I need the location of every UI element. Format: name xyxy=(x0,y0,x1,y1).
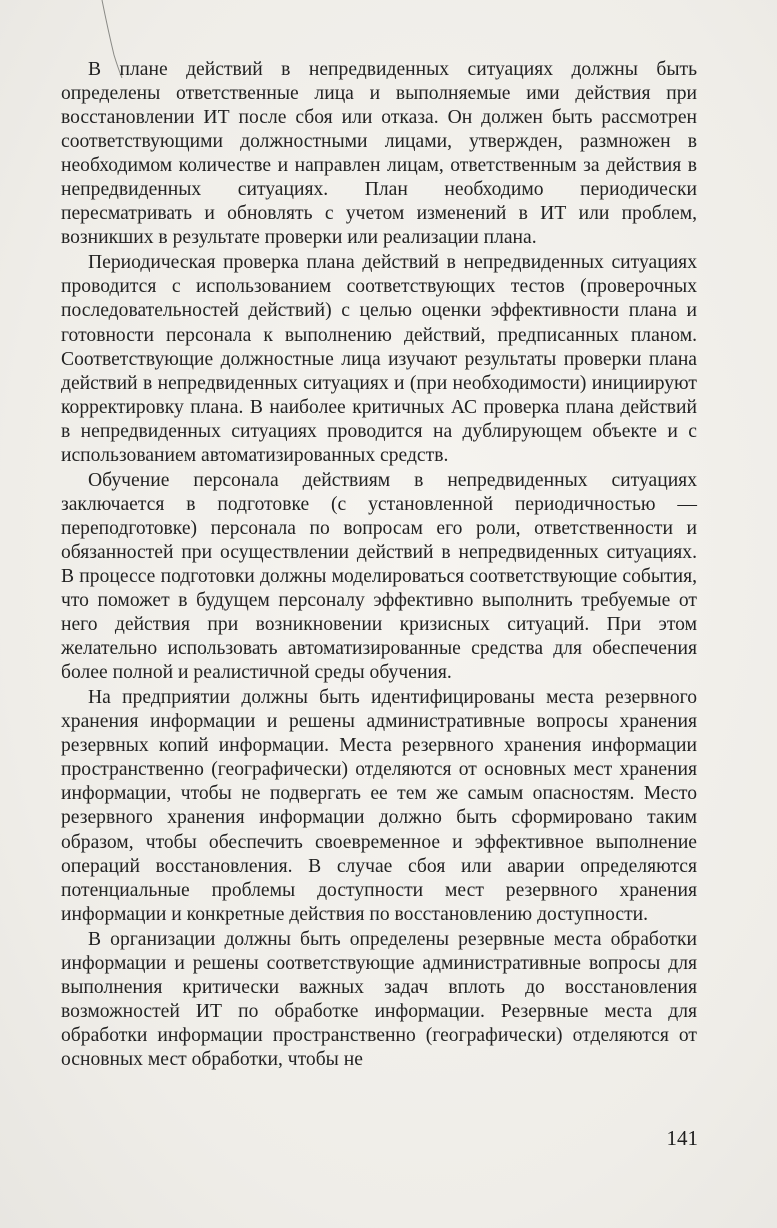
body-text xyxy=(61,58,697,1073)
paragraph-backup-processing: В организации должны быть определены резервные места обработки информации и решены соответствующие административные вопросы для выполнения критически важных задач вплоть до восстановления возможностей ИТ по обработке информации. Резервные места для обработки информации пространственно (географически) отделяются от основных мест обработки, чтобы не xyxy=(61,928,697,1070)
paragraph-staff-training: Обучение персонала действиям в непредвиденных ситуациях заключается в подготовке (с установленной периодичностью — переподготовке) персонала по вопросам его роли, ответственности и обязанностей при осуществлении действий в непредвиденных ситуациях. В процессе подготовки должны моделироваться соответствующие события, что поможет в будущем персоналу эффективно выполнить требуемые от него действия при возникновении кризисных ситуаций. При этом желательно использовать автоматизированные средства для обеспечения более полной и реалистичной среды обучения. xyxy=(61,469,697,684)
page-number: 141 xyxy=(666,1126,698,1150)
paragraph-contingency-plan: В плане действий в непредвиденных ситуациях должны быть определены ответственные лица и выполняемые ими действия при восстановлении ИТ после сбоя или отказа. Он должен быть рассмотрен соответствующими должностными лицами, утвержден, размножен в необходимом количестве и направлен лицам, ответственным за действия в непредвиденных ситуациях. План необходимо периодически пересматривать и обновлять с учетом изменений в ИТ или проблем, возникших в результате проверки или реализации плана. xyxy=(61,59,697,249)
paragraph-backup-storage: На предприятии должны быть идентифицированы места резервного хранения информации и решены административные вопросы хранения резервных копий информации. Места резервного хранения информации пространственно (географически) отделяются от основных мест хранения информации, чтобы не подвергать ее тем же самым опасностям. Место резервного хранения информации должно быть сформировано таким образом, чтобы обеспечить своевременное и эффективное выполнение операций восстановления. В случае сбоя или аварии определяются потенциальные проблемы доступности мест резервного хранения информации и конкретные действия по восстановлению доступности. xyxy=(61,687,697,925)
paragraph-plan-testing: Периодическая проверка плана действий в непредвиденных ситуациях проводится с использованием соответствующих тестов (проверочных последовательностей действий) с целью оценки эффективности плана и готовности персонала к выполнению действий, предписанных планом. Соответствующие должностные лица изучают результаты проверки плана действий в непредвиденных ситуациях и (при необходимости) инициируют корректировку плана. В наиболее критичных АС проверка плана действий в непредвиденных ситуациях проводится на дублирующем объекте и с использованием автоматизированных средств. xyxy=(61,252,697,466)
